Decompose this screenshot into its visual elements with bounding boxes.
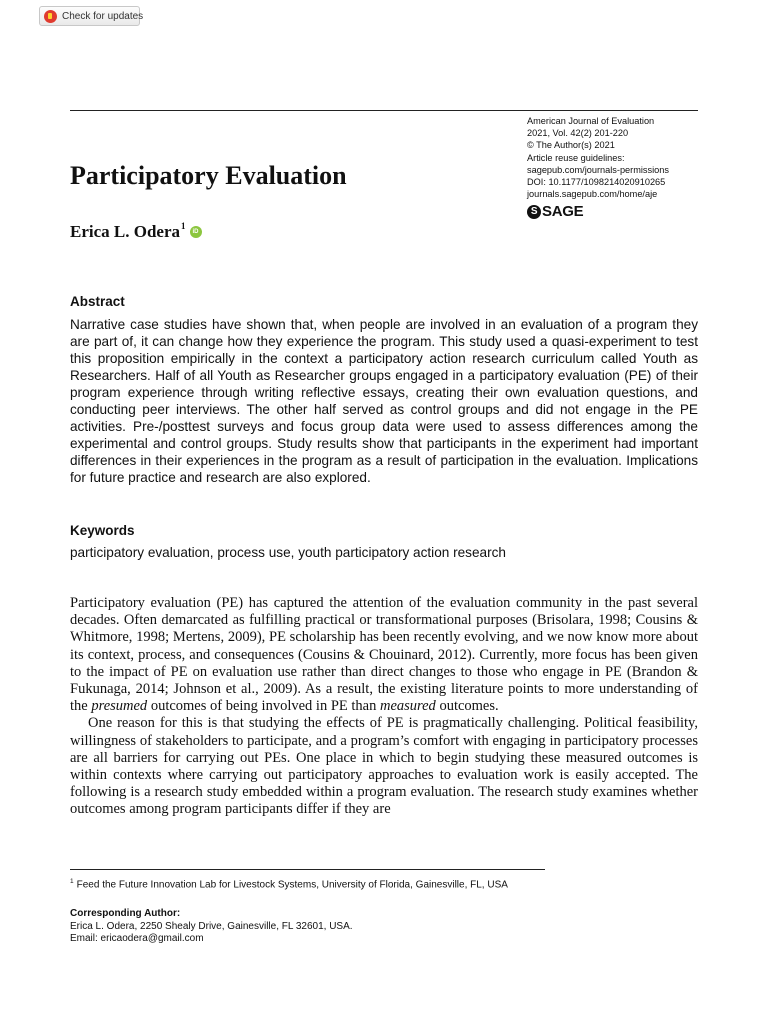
journal-name: American Journal of Evaluation — [527, 116, 655, 126]
copyright: © The Author(s) 2021 — [527, 140, 615, 151]
emphasis-presumed: presumed — [91, 698, 148, 715]
author-line — [70, 222, 202, 242]
sage-icon: S — [527, 205, 541, 219]
footnote-text: Feed the Future Innovation Lab for Livestock Systems, University of Florida, Gainesville, FL, USA — [76, 879, 508, 891]
abstract-heading: Abstract — [70, 294, 125, 309]
emphasis-measured: measured — [379, 698, 436, 715]
reuse-guidelines-label: Article reuse guidelines: — [527, 152, 625, 163]
permissions-link[interactable]: sagepub.com/journals-permissions — [527, 164, 669, 175]
footnote-mark: 1 — [70, 878, 74, 885]
author-affiliation-mark[interactable]: 1 — [181, 221, 186, 231]
journal-home-link[interactable]: journals.sagepub.com/home/aje — [527, 189, 658, 200]
journal-volume: 2021, Vol. 42(2) 201-220 — [527, 128, 629, 139]
check-for-updates-button[interactable] — [39, 6, 144, 26]
publisher-logo — [527, 203, 583, 220]
abstract-text: Narrative case studies have shown that, when people are involved in an evaluation of a program they are part of, it can change how they experience the program. This study used a quasi-experiment to test this proposition empirically in the context a participatory action research curriculum called Youth as Researchers. Half of all Youth as Researcher groups engaged in a participatory evaluation (PE) of their program experience through writing reflective essays, creating their own evaluation questions, and conducting peer interviews. The other half served as control groups and did not engage in the PE activities. Pre-/posttest surveys and focus group data were used to assess differences among the experimental and control groups. Study results show that participants in the experiment had important differences in their experiences in the program as a result of participation in the evaluation. Implications for future practice and research are also explored. — [70, 317, 698, 485]
header-divider — [70, 110, 698, 111]
article-title: Participatory Evaluation — [70, 161, 347, 190]
article-body — [70, 595, 698, 819]
affiliation-footnote — [70, 878, 698, 890]
footnote-divider — [70, 869, 545, 870]
corresponding-author — [70, 908, 698, 946]
author-name[interactable]: Erica L. Odera — [70, 222, 181, 241]
corresponding-author-email[interactable]: Email: ericaodera@gmail.com — [70, 933, 204, 945]
body-paragraph: One reason for this is that studying the effects of PE is pragmatically challenging. Political feasibility, willingness of stakeholders to participate, and a program’s comfort with engaging in participatory processes are all barriers for carrying out PEs. One place in which to begin studying these measured outcomes is within contexts where carrying out participatory approaches to evaluation work is easily accepted. The following is a research study embedded within a program evaluation. The research study examines whether outcomes among program participants differ if they are — [70, 715, 698, 818]
publisher-logo-text: SAGE — [542, 203, 584, 220]
corresponding-author-address: Erica L. Odera, 2250 Shealy Drive, Gainesville, FL 32601, USA. — [70, 920, 353, 932]
corresponding-author-label: Corresponding Author: — [70, 908, 181, 919]
crossmark-icon — [44, 10, 57, 23]
journal-metadata — [527, 115, 707, 200]
orcid-icon[interactable]: iD — [190, 226, 202, 238]
keywords-heading: Keywords — [70, 523, 135, 538]
keywords-text: participatory evaluation, process use, youth participatory action research — [70, 545, 506, 560]
check-for-updates-label: Check for updates — [62, 10, 144, 22]
doi-link[interactable]: DOI: 10.1177/1098214020910265 — [527, 177, 666, 188]
body-paragraph: Participatory evaluation (PE) has captured the attention of the evaluation community in the past several decades. Often demarcated as fulfilling practical or transformational purposes (Brisolara, 1998; Cousins & Whitmore, 1998; Mertens, 2009), PE scholarship has been recently evolving, and we now know more about its context, process, and consequences (Cousins & Chouinard, 2012). Currently, more focus has been given to the impact of PE on evaluation use rather than direct changes to those who engage in PE (Brandon & Fukunaga, 2014; Johnson et al., 2009). As a result, the existing literature points to more understanding of the presumed outcomes of being involved in PE than measured outcomes. — [70, 595, 698, 715]
